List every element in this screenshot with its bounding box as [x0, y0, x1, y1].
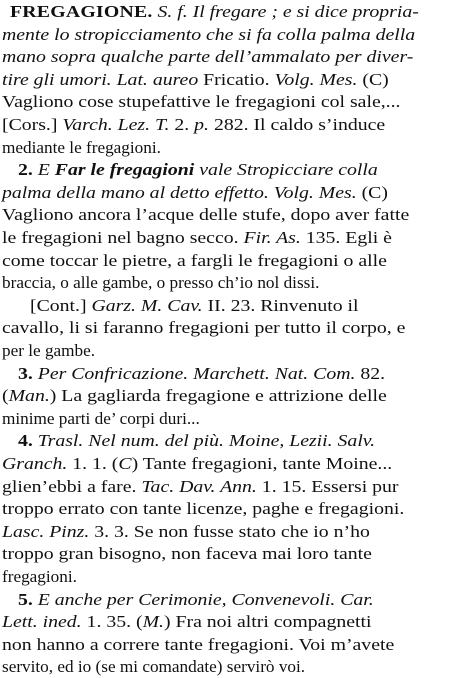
entry-text-run: Tac. Dav. Ann. [141, 476, 257, 496]
entry-text-run: ) La gagliarda fregagione e attrizione delle [49, 386, 387, 406]
entry-text-run: come toccar le pietre, a fargli le fregagioni o alle [2, 250, 387, 270]
entry-text-run: II. 23. Rinvenuto il [202, 295, 359, 315]
entry-text-run: le fregagioni nel bagno secco. [2, 228, 244, 247]
entry-text-run: ( [2, 386, 9, 406]
entry-text-run: 135. Egli è [300, 228, 392, 247]
entry-line [0, 137, 471, 159]
entry-text-run: [Cors.] [2, 115, 63, 134]
entry-text-run: (C) [356, 182, 388, 202]
entry-line [0, 91, 471, 113]
entry-line [0, 46, 471, 68]
entry-line [0, 69, 471, 91]
entry-text-run: 1. 15. Essersi pur [256, 476, 399, 496]
entry-text-run: fregagioni. [2, 567, 77, 586]
entry-text-run: 282. Il caldo s’induce [209, 115, 386, 134]
entry-text-run: Granch. [2, 454, 68, 473]
entry-text-run: vale Stropicciare colla [199, 160, 378, 180]
entry-text-run: E anche per Cerimonie, Convenevoli. Car. [37, 589, 374, 609]
entry-line [0, 543, 471, 565]
entry-line [0, 363, 471, 385]
entry-line [0, 250, 471, 272]
entry-text-run: 3. [18, 363, 33, 383]
entry-text-run: ) Fra noi altri compagnetti [163, 612, 372, 632]
entry-text-run: S. f. Il fregare ; e si dice propria- [157, 2, 419, 21]
entry-text-run: non hanno a correre tante fregagioni. Voi m’avete [2, 634, 395, 654]
entry-text-run: 2. [169, 115, 195, 134]
entry-text-run: servito, ed io (se mi comandate) servirò voi. [2, 657, 306, 677]
entry-line [0, 521, 471, 543]
entry-line [0, 453, 471, 475]
entry-line [0, 272, 471, 294]
entry-text-run: troppo gran bisogno, non faceva mai loro tante [2, 544, 372, 564]
entry-text-run: Fricatio. [198, 69, 275, 89]
entry-text-run: C [118, 454, 132, 473]
entry-text-run: cavallo, li si faranno fregagioni per tutto il corpo, e [2, 318, 406, 338]
entry-text-run: Garz. M. Cav. [91, 295, 203, 315]
entry-text-run: minime parti de’ corpi duri... [2, 408, 200, 428]
entry-text-run: 4. [18, 431, 33, 451]
entry-text-run: mediante le fregagioni. [2, 137, 161, 157]
entry-text-run: Per Confricazione. Marchett. Nat. Com. [37, 363, 356, 383]
entry-line [0, 317, 471, 339]
entry-text-run: Lasc. Pinz. [2, 521, 90, 541]
entry-line [0, 656, 471, 678]
entry-text-run: Vagliono cose stupefattive le fregagioni col sale,... [2, 92, 401, 112]
entry-text-run: palma della mano al detto effetto. Volg. Mes. [2, 182, 357, 202]
entry-line [0, 182, 471, 204]
entry-text-run: Varch. Lez. T. [62, 115, 170, 134]
entry-line [0, 24, 471, 46]
entry-text-run: Lett. ined. [2, 612, 82, 632]
entry-line [0, 204, 471, 226]
entry-text-run: 1. 1. ( [67, 454, 119, 473]
entry-text-run: mente lo stropicciamento che si fa colla palma della [2, 24, 416, 44]
entry-line [0, 1, 471, 23]
entry-text-run: 3. 3. Se non fusse stato che io n’ho [89, 521, 370, 541]
entry-text-run: ) Tante fregagioni, tante Moine... [131, 454, 393, 473]
entry-text-run: M. [142, 612, 164, 632]
entry-line [0, 295, 471, 317]
entry-line [0, 634, 471, 656]
entry-text-run: Volg. Mes. [274, 69, 358, 89]
entry-line [0, 340, 471, 362]
entry-line [0, 498, 471, 520]
entry-text-run: 5. [18, 589, 33, 609]
entry-text-run: braccia, o alle gambe, o presso ch’io nol dissi. [2, 273, 320, 293]
entry-line [0, 589, 471, 611]
entry-text-run: tire gli umori. Lat. aureo [2, 69, 199, 89]
entry-text-run: glien’ebbi a fare. [2, 476, 142, 496]
entry-text-run: E [37, 160, 50, 180]
entry-text-run: Far le fregagioni [54, 160, 195, 180]
entry-text-run: per le gambe. [2, 341, 96, 360]
entry-text-run: Man. [8, 386, 50, 406]
entry-text-run: 2. [18, 160, 33, 180]
entry-text-run: 1. 35. ( [81, 612, 143, 632]
entry-text-run: [Cont.] [30, 295, 92, 315]
entry-line [0, 227, 471, 249]
entry-text-run: Vagliono ancora l’acque delle stufe, dopo aver fatte [2, 205, 410, 225]
entry-text-run: Trasl. Nel num. del più. Moine, Lezii. Salv. [37, 431, 376, 451]
entry-line [0, 430, 471, 452]
entry-text-run: troppo errato con tante licenze, paghe e fregagioni. [2, 499, 405, 519]
entry-line [0, 114, 471, 136]
entry-text-run: mano sopra qualche parte dell’ammalato per diver- [2, 47, 414, 67]
entry-line [0, 611, 471, 633]
headword: FREGAGIONE. [10, 2, 153, 21]
entry-text-run: 82. [355, 363, 386, 383]
entry-line [0, 408, 471, 430]
entry-text-run: Fir. As. [243, 228, 301, 247]
entry-text-run: p. [194, 115, 209, 134]
entry-line [0, 566, 471, 588]
entry-line [0, 385, 471, 407]
entry-text-run: (C) [357, 69, 389, 89]
entry-line [0, 476, 471, 498]
entry-line [0, 159, 471, 181]
